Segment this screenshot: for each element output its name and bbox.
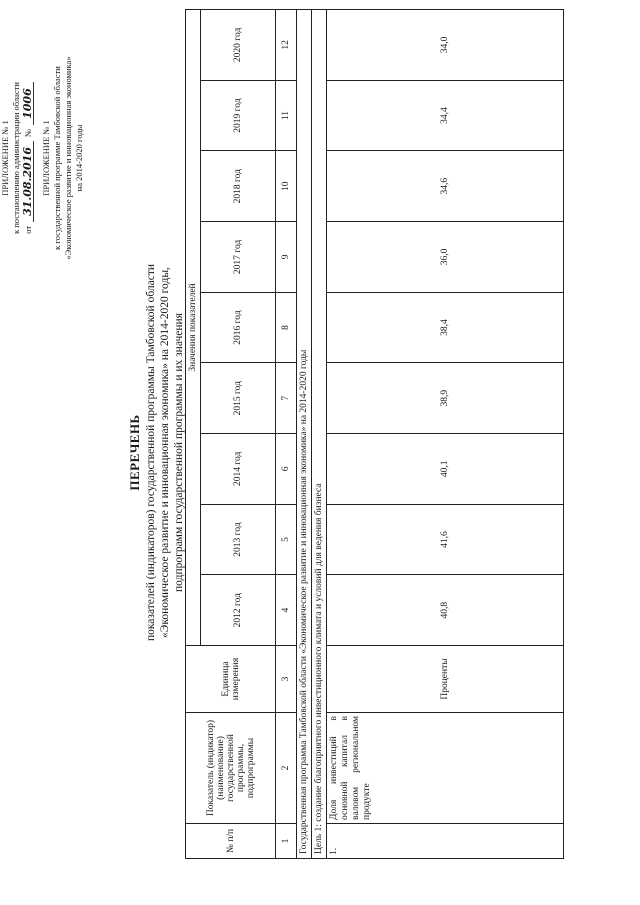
appendix-resolution: к постановлению администрации области (11, 82, 21, 234)
header-num: № п/п (186, 824, 276, 859)
handwritten-number: 1006 (22, 82, 34, 125)
appendix-block (0, 8, 85, 308)
index-cell: 8 (276, 292, 297, 363)
year-cell: 2018 год (201, 151, 276, 222)
goal-cell: Цель 1: создание благоприятного инвестиционного климата и условий для ведения бизнеса (312, 10, 327, 859)
appendix-date-line (22, 8, 34, 308)
index-cell: 4 (276, 575, 297, 646)
index-cell: 11 (276, 80, 297, 151)
appendix-program: к государственной программе Тамбовской области (52, 66, 62, 250)
index-cell: 9 (276, 222, 297, 293)
heading-line-2: «Экономическое развитие и инновационная экономика» на 2014-2020 годы, (159, 267, 171, 638)
year-cell: 2013 год (201, 504, 276, 575)
header-values: Значения показателей (186, 10, 201, 646)
value-cell: 38,9 (327, 363, 564, 434)
row-num: 1. (327, 824, 564, 859)
year-cell: 2020 год (201, 10, 276, 81)
appendix-program-name: «Экономическое развитие и инновационная экономика» (63, 56, 73, 260)
number-prefix: № (23, 128, 33, 137)
goal-row (312, 10, 327, 859)
column-index-row (276, 10, 297, 859)
row-unit: Проценты (327, 646, 564, 713)
index-cell: 10 (276, 151, 297, 222)
year-cell: 2019 год (201, 80, 276, 151)
handwritten-date: 31.08.2016 (22, 141, 34, 222)
appendix-title: ПРИЛОЖЕНИЕ № 1 (0, 120, 10, 196)
heading-line-3: подпрограмм государственной программы и их значения (173, 313, 185, 592)
document-title: ПЕРЕЧЕНЬ (127, 414, 142, 491)
value-cell: 36,0 (327, 222, 564, 293)
heading-line-1: показателей (индикаторов) государственной программы Тамбовской области (145, 263, 157, 642)
year-cell: 2015 год (201, 363, 276, 434)
year-cell: 2017 год (201, 222, 276, 293)
index-cell: 12 (276, 10, 297, 81)
appendix-title-2: ПРИЛОЖЕНИЕ № 1 (41, 120, 51, 196)
indicators-table (185, 9, 564, 859)
value-cell: 34,4 (327, 80, 564, 151)
document-heading (128, 150, 186, 755)
table-header-row (186, 10, 201, 859)
index-cell: 3 (276, 646, 297, 713)
header-unit: Единица измерения (186, 646, 276, 713)
program-row (297, 10, 312, 859)
year-cell: 2012 год (201, 575, 276, 646)
index-cell: 5 (276, 504, 297, 575)
row-indicator: Доля инвестиций в основной капитал в валовом региональном продукте (327, 713, 564, 824)
value-cell: 41,6 (327, 504, 564, 575)
index-cell: 2 (276, 713, 297, 824)
index-cell: 1 (276, 824, 297, 859)
index-cell: 7 (276, 363, 297, 434)
value-cell: 38,4 (327, 292, 564, 363)
program-title-cell: Государственная программа Тамбовской области «Экономическое развитие и инновационная экономика» на 2014-2020 годы (297, 10, 312, 859)
date-prefix: от (23, 225, 33, 234)
appendix-program-years: на 2014-2020 годы (74, 124, 84, 192)
value-cell: 40,1 (327, 434, 564, 505)
table-row (327, 10, 564, 859)
year-cell: 2016 год (201, 292, 276, 363)
value-cell: 34,0 (327, 10, 564, 81)
index-cell: 6 (276, 434, 297, 505)
value-cell: 34,6 (327, 151, 564, 222)
value-cell: 40,8 (327, 575, 564, 646)
year-cell: 2014 год (201, 434, 276, 505)
header-indicator: Показатель (индикатор) (наименование) государственной программы, подпрограммы (186, 713, 276, 824)
